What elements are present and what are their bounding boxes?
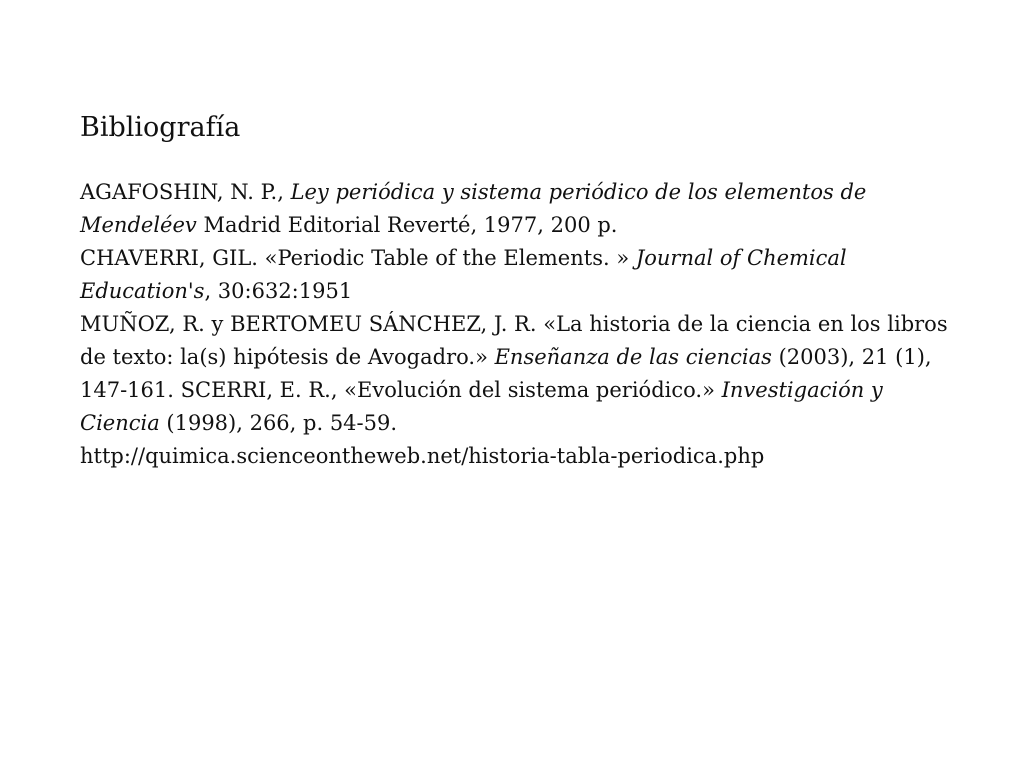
entry-details: , 30:632:1951	[204, 279, 353, 303]
bibliography-url	[80, 440, 960, 473]
bibliography-body	[80, 176, 960, 473]
reference-url-link[interactable]: http://quimica.scienceontheweb.net/historia-tabla-periodica.php	[80, 444, 765, 468]
entry-work-title: Ley periódica y sistema periódico de los elementos de Mendeléev	[80, 180, 867, 237]
entry-author: MUÑOZ, R. y BERTOMEU SÁNCHEZ, J. R.	[80, 312, 544, 336]
entry-author: AGAFOSHIN, N. P.,	[80, 180, 291, 204]
entry-details: Madrid Editorial Reverté, 1977, 200 p.	[196, 213, 618, 237]
entry-journal: Enseñanza de las ciencias	[494, 345, 772, 369]
entry-details: (2003), 21 (1), 147-161. SCERRI, E. R., «Evolución del sistema periódico.»	[80, 345, 932, 402]
entry-author: CHAVERRI, GIL.	[80, 246, 265, 270]
entry-article-title: «Periodic Table of the Elements. »	[264, 246, 636, 270]
entry-details-2: (1998), 266, p. 54-59.	[159, 411, 398, 435]
page-title: Bibliografía	[80, 112, 241, 143]
entry-journal-2: Investigación y Ciencia	[80, 378, 883, 435]
bibliography-entry-agafoshin	[80, 176, 960, 242]
bibliography-slide	[80, 108, 960, 473]
entry-journal: Journal of Chemical Education's	[80, 246, 847, 303]
entry-article-title: «La historia de la ciencia en los libros de texto: la(s) hipótesis de Avogadro.»	[80, 312, 948, 369]
bibliography-entry-chaverri	[80, 242, 960, 308]
bibliography-entry-munoz	[80, 308, 960, 440]
